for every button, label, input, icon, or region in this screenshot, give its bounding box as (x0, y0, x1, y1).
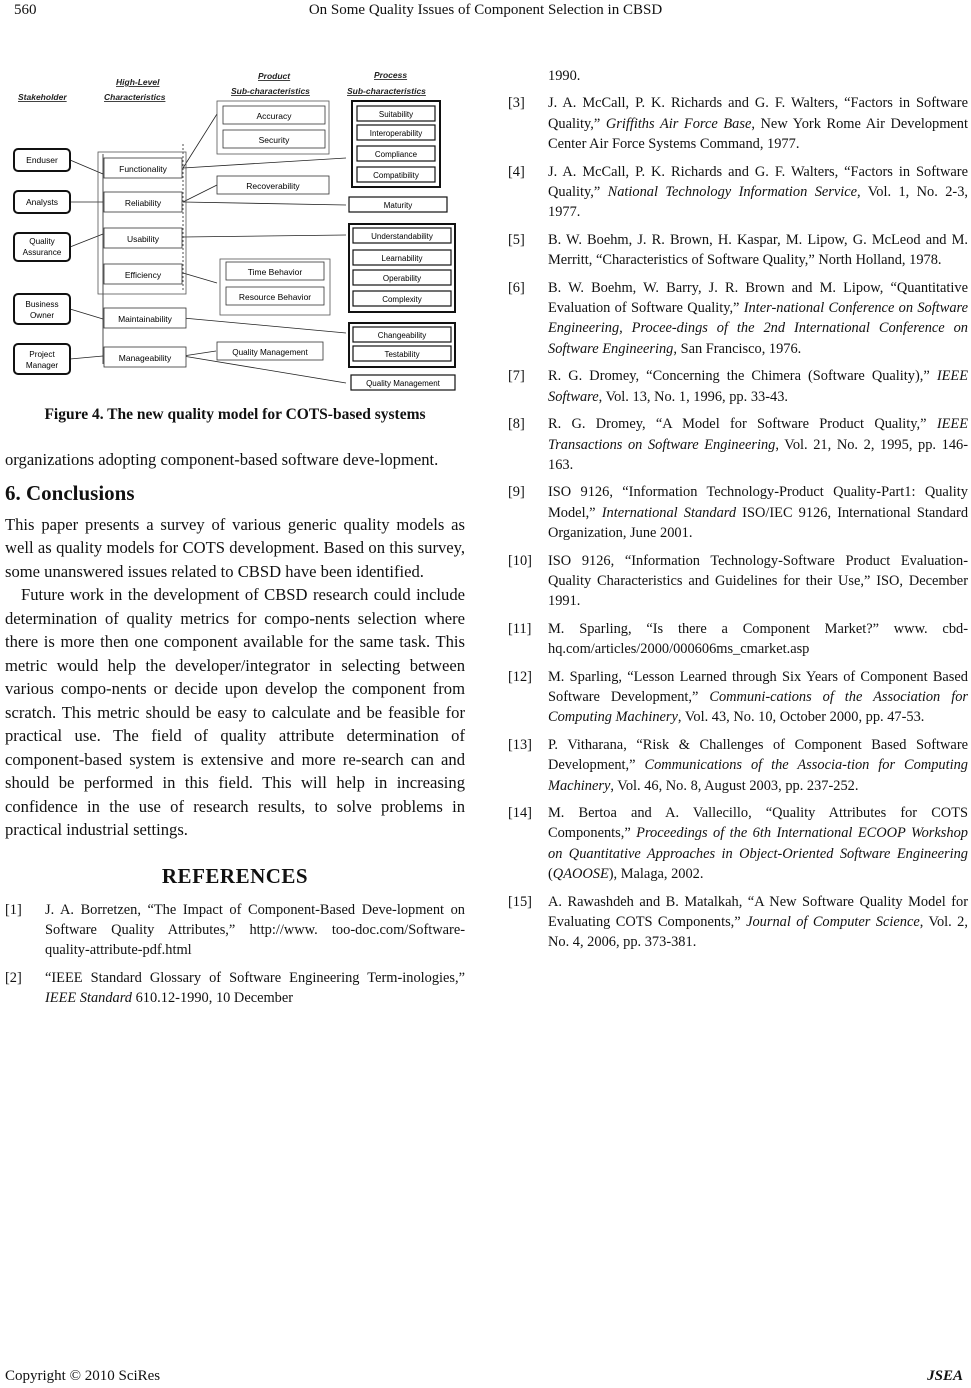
svg-text:Project: Project (29, 350, 55, 359)
svg-text:Business: Business (25, 300, 59, 309)
header-process-2: Sub-characteristics (347, 86, 426, 96)
svg-text:Complexity: Complexity (382, 295, 422, 304)
reference-8 (508, 414, 968, 475)
svg-text:Efficiency: Efficiency (124, 270, 162, 280)
right-column (508, 66, 968, 960)
running-header: On Some Quality Issues of Component Selection in CBSD (308, 2, 663, 18)
reference-text: R. G. Dromey, “A Model for Software Product Quality,” IEEE Transactions on Software Engineering, Vol. 21, No. 2, 1995, pp. 146-163. (548, 416, 968, 473)
svg-text:Resource Behavior: Resource Behavior (238, 292, 312, 302)
svg-text:Security: Security (258, 135, 290, 145)
svg-text:Testability: Testability (384, 350, 420, 359)
svg-text:Analysts: Analysts (25, 197, 59, 207)
process-sub-compatibility (357, 167, 435, 182)
reference-number: [3] (508, 95, 525, 112)
process-sub-changeability (353, 327, 451, 342)
svg-text:Reliability: Reliability (124, 198, 162, 208)
stakeholder-analysts (14, 191, 70, 213)
svg-text:Suitability: Suitability (378, 110, 414, 119)
svg-text:Understandability: Understandability (371, 232, 433, 241)
reference-number: [5] (508, 231, 525, 248)
reference-13 (508, 735, 968, 796)
stakeholder-project-manager (14, 344, 70, 374)
svg-text:Enduser: Enduser (26, 155, 58, 165)
stakeholder-quality-assurance (14, 233, 70, 261)
product-sub-recoverability (217, 176, 329, 194)
reference-4 (508, 162, 968, 223)
svg-text:Manager: Manager (25, 361, 59, 370)
reference-number: [13] (508, 736, 532, 753)
characteristic-maintainability (104, 308, 186, 328)
reference-text: B. W. Boehm, J. R. Brown, H. Kaspar, M. Lipow, G. McLeod and M. Merritt, “Characteristics of Software Quality,” North Holland, 1978. (548, 231, 968, 269)
reference-number: [8] (508, 416, 525, 433)
reference-number: [12] (508, 668, 532, 685)
reference-text: A. Rawashdeh and B. Matalkah, “A New Software Quality Model for Evaluating COTS Components,” Journal of Computer Science, Vol. 2, No. 4, 2006, pp. 373-381. (548, 893, 968, 951)
reference-number: [1] (5, 901, 22, 918)
process-sub-testability (353, 346, 451, 361)
reference-text: J. A. McCall, P. K. Richards and G. F. Walters, “Factors in Software Quality,” National Technology Information Service, Vol. 1, No. 2-3, 1977. (548, 163, 968, 221)
svg-text:Operability: Operability (382, 274, 422, 283)
process-sub-quality-management (351, 375, 455, 390)
process-sub-understandability (353, 228, 451, 243)
product-sub-resource-behavior (226, 287, 324, 305)
reference-3 (508, 93, 968, 154)
reference-number: [7] (508, 368, 525, 385)
reference-10 (508, 551, 968, 612)
process-sub-complexity (353, 291, 451, 306)
characteristic-reliability (104, 192, 182, 212)
characteristic-efficiency (104, 264, 182, 284)
header-product-1: Product (258, 71, 291, 81)
process-sub-operability (353, 270, 451, 285)
quality-model-figure (10, 64, 460, 394)
reference-number: [6] (508, 279, 525, 296)
reference-12 (508, 667, 968, 728)
reference-number: [11] (508, 620, 532, 637)
header-high-level-1: High-Level (116, 77, 160, 87)
svg-text:Quality Management: Quality Management (366, 379, 440, 388)
svg-text:Recoverability: Recoverability (246, 181, 300, 191)
reference-6 (508, 278, 968, 360)
reference-11 (508, 619, 968, 660)
characteristic-manageability (104, 347, 186, 367)
svg-text:Changeability: Changeability (377, 331, 427, 340)
header-process-1: Process (374, 70, 408, 80)
paragraph-continuation: organizations adopting component-based software deve-lopment. (5, 450, 439, 469)
svg-text:Interoperability: Interoperability (369, 129, 423, 138)
reference-7 (508, 366, 968, 407)
reference-text: M. Sparling, “Lesson Learned through Six Years of Component Based Software Development,” Communi-cations of the Association for Computing Machinery, Vol. 43, No. 10, October 2000, pp. 47-53. (548, 668, 968, 726)
reference-text: J. A. Borretzen, “The Impact of Component-Based Deve-lopment on Software Quality Attributes,” http://www. too-doc.com/Software-quality-attribute-pdf.html (45, 901, 465, 959)
header-stakeholder: Stakeholder (18, 92, 67, 102)
reference-text: P. Vitharana, “Risk & Challenges of Component Based Software Development,” Communications of the Associa-tion for Computing Machinery, Vol. 46, No. 8, August 2003, pp. 237-252. (548, 736, 968, 794)
figure-caption: Figure 4. The new quality model for COTS-based systems (44, 406, 426, 423)
svg-text:Compliance: Compliance (374, 150, 418, 159)
references-title: REFERENCES (161, 863, 309, 888)
svg-text:Time Behavior: Time Behavior (247, 267, 303, 277)
header-high-level-2: Characteristics (104, 92, 166, 102)
reference-2-continued (508, 66, 968, 86)
reference-9 (508, 482, 968, 543)
reference-number: [14] (508, 805, 532, 821)
process-sub-maturity (349, 197, 447, 212)
reference-text: “IEEE Standard Glossary of Software Engineering Term-inologies,” IEEE Standard 610.12-1990, 10 December (45, 969, 465, 1007)
conclusions-paragraph-1: This paper presents a survey of various generic quality models as well as quality models for COTS development. Based on this survey, some unanswered issues related to CBSD have been identified. (5, 514, 465, 581)
reference-5 (508, 230, 968, 271)
stakeholder-business-owner (14, 294, 70, 324)
svg-text:Quality Management: Quality Management (232, 348, 308, 357)
product-sub-quality-management (217, 342, 323, 360)
reference-text: M. Sparling, “Is there a Component Market?” www. cbd-hq.com/articles/2000/000606ms_cmarket.asp (548, 620, 968, 658)
product-sub-accuracy (223, 106, 325, 124)
reference-number: [15] (508, 893, 532, 910)
reference-text: M. Bertoa and A. Vallecillo, “Quality Attributes for COTS Components,” Proceedings of the 6th International ECOOP Workshop on Quantitative Approaches in Object-Oriented Software Engineering (QAOOSE), Malaga, 2002. (548, 805, 968, 883)
svg-text:Quality: Quality (29, 237, 55, 246)
footer-copyright: Copyright © 2010 SciRes (5, 1368, 161, 1384)
product-sub-time-behavior (226, 262, 324, 280)
reference-number: [4] (508, 163, 525, 180)
reference-text: J. A. McCall, P. K. Richards and G. F. Walters, “Factors in Software Quality,” Griffiths Air Force Base, New York Rome Air Development Center Air Force Systems Command, 1977. (548, 95, 968, 153)
conclusions-paragraph-2: Future work in the development of CBSD research could include determination of quality metrics for compo-nents selection where there is more then one component available for the same task. This metric would help the developer/integrator in selecting between various compo-nents or decide upon develop the component from scratch. This metric should be easy to calculate and be feasible for practical use. The field of quality attribute determination of component-based system is extensive and more re-search can and should be performed in this field. This will help in increasing confidence in the use of research results, to solve problems in practical industrial settings. (5, 585, 465, 839)
header-product-2: Sub-characteristics (231, 86, 310, 96)
reference-text: R. G. Dromey, “Concerning the Chimera (Software Quality),” IEEE Software, Vol. 13, No. 1, 1996, pp. 33-43. (548, 368, 968, 405)
svg-text:Compatibility: Compatibility (373, 171, 419, 180)
left-column (5, 448, 465, 1016)
reference-1 (5, 900, 465, 961)
stakeholder-enduser (14, 149, 70, 171)
reference-number: [10] (508, 552, 532, 569)
svg-text:Usability: Usability (126, 234, 160, 244)
reference-2 (5, 968, 465, 1009)
svg-text:Functionality: Functionality (119, 164, 167, 174)
reference-text: 1990. (548, 68, 581, 84)
svg-text:Manageability: Manageability (118, 353, 172, 363)
svg-text:Accuracy: Accuracy (256, 111, 292, 121)
characteristic-functionality (104, 158, 182, 178)
process-sub-interoperability (357, 125, 435, 140)
process-sub-learnability (353, 250, 451, 265)
svg-text:Maintainability: Maintainability (118, 314, 172, 324)
process-sub-compliance (357, 146, 435, 161)
reference-15 (508, 892, 968, 953)
svg-text:Owner: Owner (29, 311, 55, 320)
process-sub-suitability (357, 106, 435, 121)
page-number: 560 (14, 2, 37, 18)
svg-text:Assurance: Assurance (22, 248, 62, 257)
footer-journal: JSEA (927, 1368, 963, 1384)
product-sub-security (223, 130, 325, 148)
svg-text:Maturity: Maturity (383, 201, 413, 210)
reference-text: ISO 9126, “Information Technology-Product Quality-Part1: Quality Model,” International Standard ISO/IEC 9126, International Standard Organization, June 2001. (548, 484, 969, 542)
reference-text: ISO 9126, “Information Technology-Software Product Evaluation-Quality Characteristics and Guidelines for their Use,” ISO, December 1991. (548, 552, 968, 610)
reference-text: B. W. Boehm, W. Barry, J. R. Brown and M. Lipow, “Quantitative Evaluation of Software Quality,” Inter-national Conference on Software Engineering, Procee-dings of the 2nd International Conference on Software Engineering, San Francisco, 1976. (548, 279, 968, 357)
svg-text:Learnability: Learnability (381, 254, 423, 263)
reference-14 (508, 803, 968, 885)
characteristic-usability (104, 228, 182, 248)
section-title-conclusions: 6. Conclusions (5, 480, 135, 505)
reference-number: [9] (508, 484, 525, 501)
reference-number: [2] (5, 969, 22, 986)
